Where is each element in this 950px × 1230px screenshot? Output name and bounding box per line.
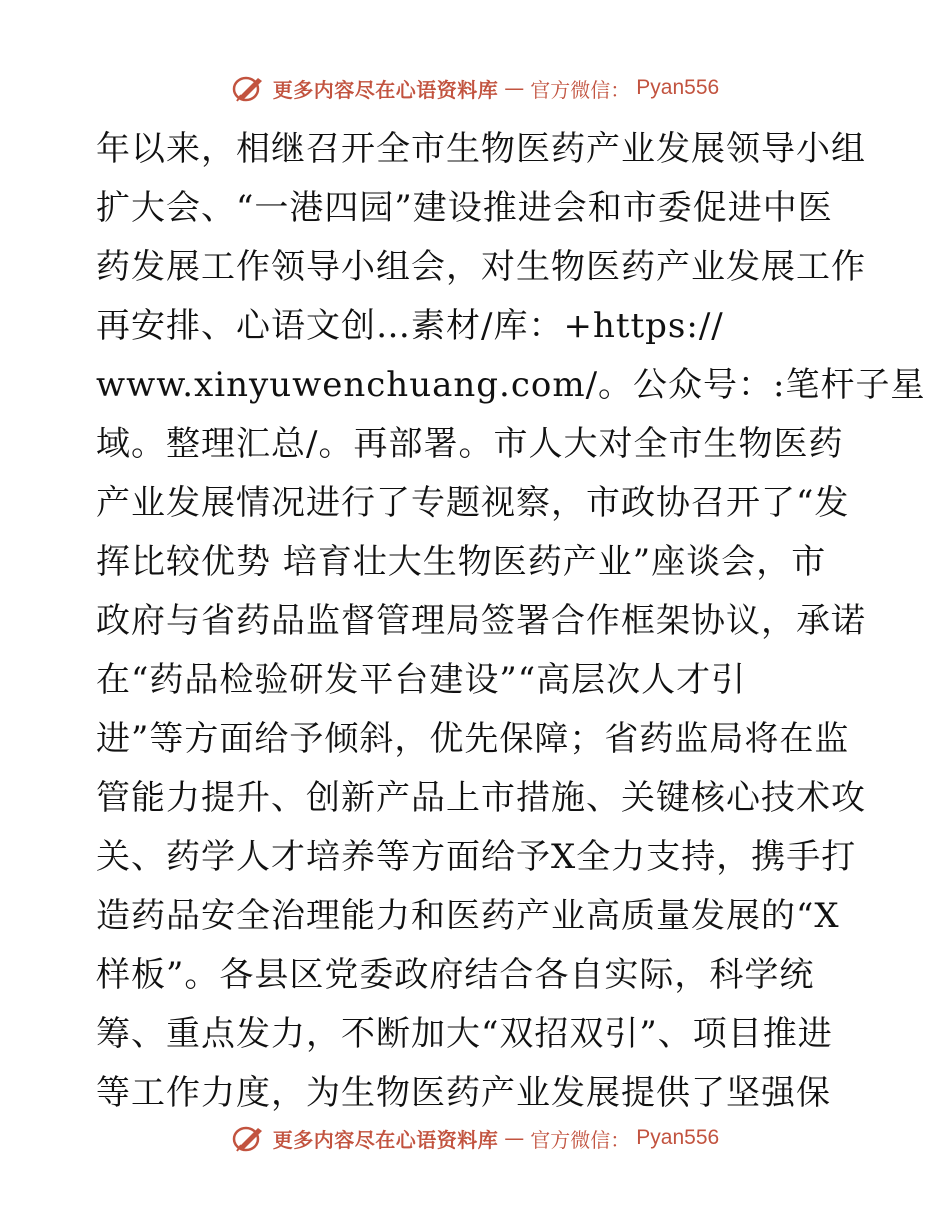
body-line: 再安排、心语文创…素材/库：+https://	[96, 306, 724, 346]
separator-dash: —	[504, 76, 525, 100]
body-line: 进”等方面给予倾斜，优先保障；省药监局将在监	[96, 719, 850, 759]
quill-pen-logo-icon	[231, 1123, 267, 1153]
promo-text: 更多内容尽在心语资料库	[272, 77, 499, 102]
body-line: 政府与省药品监督管理局签署合作框架协议，承诺	[96, 601, 866, 641]
body-line: 等工作力度，为生物医药产业发展提供了坚强保	[96, 1073, 831, 1113]
body-line: 挥比较优势 培育壮大生物医药产业”座谈会，市	[96, 542, 827, 582]
body-line: 样板”。各县区党委政府结合各自实际，科学统	[96, 955, 815, 995]
body-line: 域。整理汇总/。再部署。市人大对全市生物医药	[96, 424, 844, 464]
wechat-label: 官方微信：	[530, 77, 631, 102]
body-line: 产业发展情况进行了专题视察，市政协召开了“发	[96, 483, 850, 523]
body-line: 筹、重点发力，不断加大“双招双引”、项目推进	[96, 1014, 833, 1054]
footer-banner	[0, 1118, 950, 1158]
body-line: www.xinyuwenchuang.com/。公众号：:笔杆子星	[96, 365, 926, 405]
wechat-id: Pyan556	[636, 1126, 720, 1149]
separator-dash: —	[504, 1126, 525, 1150]
body-line: 在“药品检验研发平台建设”“高层次人才引	[96, 660, 747, 700]
wechat-id: Pyan556	[636, 76, 720, 99]
promo-text: 更多内容尽在心语资料库	[272, 1127, 499, 1152]
body-line: 扩大会、“一港四园”建设推进会和市委促进中医	[96, 188, 833, 228]
body-line: 关、药学人才培养等方面给予X全力支持，携手打	[96, 837, 857, 877]
document-body	[96, 120, 926, 1123]
body-line: 管能力提升、创新产品上市措施、关键核心技术攻	[96, 778, 866, 818]
wechat-label: 官方微信：	[530, 1127, 631, 1152]
quill-pen-logo-icon	[231, 73, 267, 103]
header-banner	[0, 68, 950, 108]
body-line: 药发展工作领导小组会，对生物医药产业发展工作	[96, 247, 866, 287]
body-line: 年以来，相继召开全市生物医药产业发展领导小组	[96, 129, 866, 169]
body-line: 造药品安全治理能力和医药产业高质量发展的“X	[96, 896, 840, 936]
